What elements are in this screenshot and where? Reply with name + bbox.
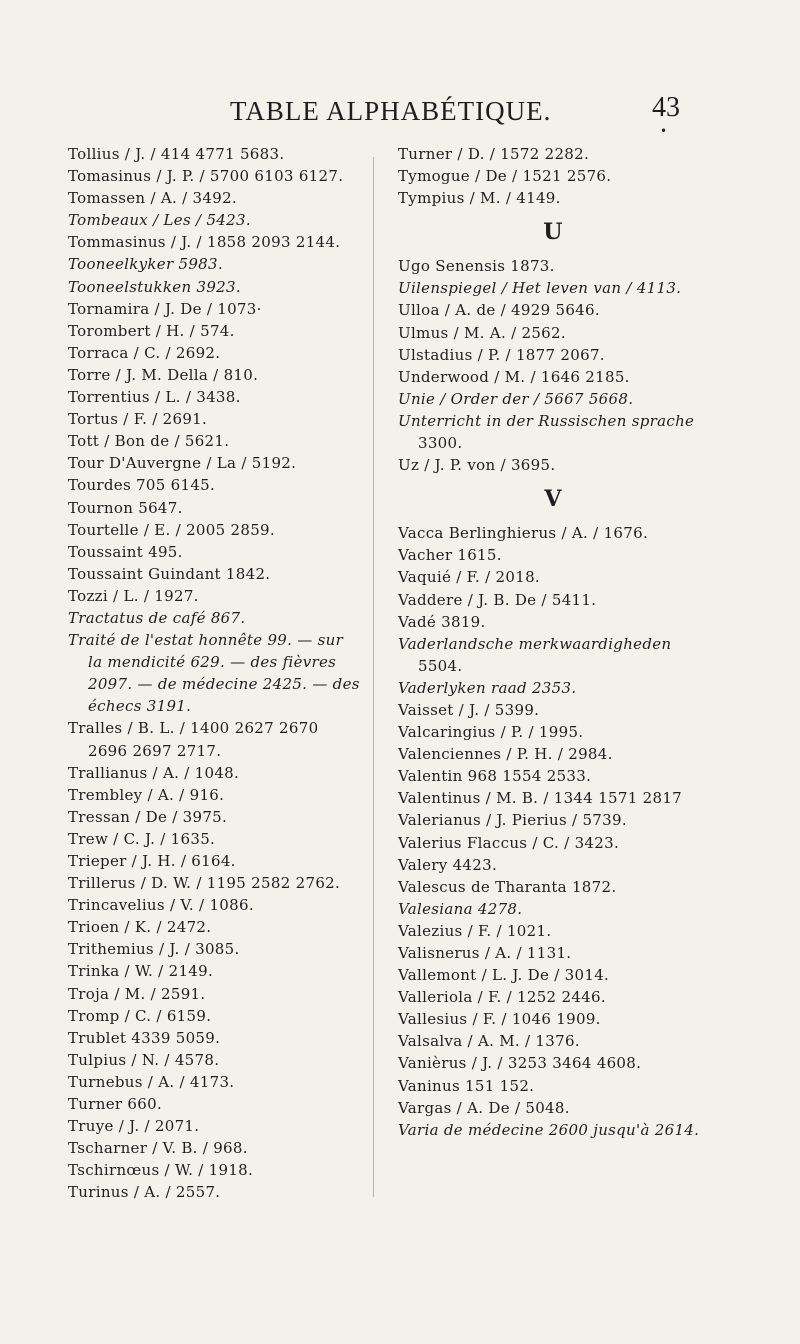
index-entry: Trallianus / A. / 1048. [68,763,240,782]
index-entry-continuation [68,673,360,695]
entry-italic-text: la mendicité 629. — des fièvres [88,653,337,672]
index-entry: Tomasinus / J. P. / 5700 6103 6127. [68,167,344,186]
section-letter-v: V [544,486,562,513]
index-entry: Trinka / W. / 2149. [68,962,214,981]
index-entry: Tollius / J. / 414 4771 5683. [68,145,285,163]
index-entry: Valezius / F. / 1021. [398,921,552,940]
index-entry [68,253,360,275]
index-entry: Tressan / De / 3975. [68,807,228,826]
entry-italic-text: Uilenspiegel / Het leven van / 4113. [398,279,682,298]
index-entry-continuation [68,695,360,717]
index-entry: Tozzi / L. / 1927. [68,586,199,605]
index-entry: Valescus de Tharanta 1872. [398,877,617,896]
index-entry: Tymogue / De / 1521 2576. [398,167,612,186]
entry-italic-text: Tooneelkyker 5983. [68,255,223,274]
index-entry: Underwood / M. / 1646 2185. [398,367,630,386]
index-entry-continuation: 3300. [418,434,463,453]
entry-italic-text: Tooneelstukken 3923. [68,277,241,296]
index-entry: Trithemius / J. / 3085. [68,940,240,959]
index-entry: Valerius Flaccus / C. / 3423. [398,833,620,852]
index-entry [398,410,708,432]
index-entry: Torraca / C. / 2692. [68,343,221,362]
entry-italic-text: Varia de médecine 2600 jusqu'à 2614. [398,1120,700,1139]
entry-italic-text: Valesiana 4278. [398,899,523,918]
index-entry: Ugo Senensis 1873. [398,257,555,276]
index-entry: Vadé 3819. [398,612,486,631]
index-entry: Tromp / C. / 6159. [68,1006,212,1025]
index-entry [68,607,360,629]
index-entry: Tscharner / V. B. / 968. [68,1139,248,1158]
column-divider [373,157,374,1197]
index-entry: Tulpius / N. / 4578. [68,1050,220,1069]
index-entry-continuation: 2696 2697 2717. [88,741,222,760]
index-entry: Valsalva / A. M. / 1376. [398,1032,580,1051]
index-entry: Tournon 5647. [68,498,183,517]
page-header [0,92,800,138]
index-entry: Trieper / J. H. / 6164. [68,852,236,870]
entry-italic-text: Tractatus de café 867. [68,608,246,627]
index-entry: Trublet 4339 5059. [68,1028,221,1047]
index-entry: Torombert / H. / 574. [68,321,235,340]
index-entry: Vargas / A. De / 5048. [398,1098,570,1117]
page-number: 43 [652,92,680,123]
index-entry: Vallesius / F. / 1046 1909. [398,1010,601,1029]
index-entry-continuation [68,651,360,673]
index-entry: Tortus / F. / 2691. [68,410,208,429]
index-entry: Troja / M. / 2591. [68,984,206,1003]
index-entry: Tourtelle / E. / 2005 2859. [68,520,275,539]
index-entry [68,276,360,298]
entry-italic-text: Vaderlyken raad 2353. [398,678,577,697]
index-entry [68,629,360,651]
index-entry: Turinus / A. / 2557. [68,1183,221,1202]
index-entry: Tralles / B. L. / 1400 2627 2670 [68,719,319,738]
index-entry: Torrentius / L. / 3438. [68,388,241,407]
index-entry: Vacher 1615. [398,546,502,565]
section-letter-u: U [543,219,563,246]
index-entry: Tour D'Auvergne / La / 5192. [68,454,297,473]
left-column [68,143,360,1204]
index-entry [68,209,360,231]
index-entry: Valcaringius / P. / 1995. [398,723,584,742]
index-entry: Trembley / A. / 916. [68,785,225,804]
index-entry: Toussaint Guindant 1842. [68,564,271,583]
entry-italic-text: Tombeaux / Les / 5423. [68,211,251,230]
index-entry: Vaddere / J. B. De / 5411. [398,590,597,609]
index-entry: Vallemont / L. J. De / 3014. [398,966,610,985]
index-entry: Valerianus / J. Pierius / 5739. [398,811,627,830]
index-entry: Vanièrus / J. / 3253 3464 4608. [398,1054,642,1073]
index-entry [398,898,708,920]
entry-italic-text: Vaderlandsche merkwaardigheden [398,634,672,653]
index-entry [398,677,708,699]
page-title: TABLE ALPHABÉTIQUE. [230,96,552,126]
index-entry: Tympius / M. / 4149. [398,189,561,208]
index-entry: Valentin 968 1554 2533. [398,767,592,786]
index-entry: Tommasinus / J. / 1858 2093 2144. [68,233,341,252]
right-column [398,143,708,1141]
index-entry [398,277,708,299]
header-dot: • [660,124,668,138]
index-entry [398,388,708,410]
index-entry: Tornamira / J. De / 1073· [68,299,262,318]
index-entry: Valisnerus / A. / 1131. [398,944,572,962]
index-entry: Trioen / K. / 2472. [68,918,212,937]
index-entry: Truye / J. / 2071. [68,1117,200,1136]
index-entry: Trew / C. J. / 1635. [68,829,216,848]
index-entry: Torre / J. M. Della / 810. [68,365,259,384]
index-entry: Turner / D. / 1572 2282. [398,145,590,163]
index-entry [398,1119,708,1141]
index-entry: Valleriola / F. / 1252 2446. [398,988,606,1007]
index-entry: Ulloa / A. de / 4929 5646. [398,301,600,320]
index-entry: Trillerus / D. W. / 1195 2582 2762. [68,874,341,893]
index-entry: Valentinus / M. B. / 1344 1571 2817 [398,789,683,808]
index-entry: Valery 4423. [398,855,498,874]
index-entry: Tourdes 705 6145. [68,476,216,495]
entry-italic-text: échecs 3191. [88,697,192,716]
index-entry: Valenciennes / P. H. / 2984. [398,745,613,764]
entry-italic-text: Unterricht in der Russischen sprache [398,411,695,430]
index-entry [398,633,708,655]
index-entry: Vaisset / J. / 5399. [398,700,540,719]
index-entry: Vaquié / F. / 2018. [398,568,540,587]
index-entry: Uz / J. P. von / 3695. [398,456,556,475]
index-entry: Ulmus / M. A. / 2562. [398,323,566,342]
index-entry: Turnebus / A. / 4173. [68,1072,235,1091]
entry-italic-text: 2097. — de médecine 2425. — des [88,675,360,694]
entry-italic-text: Unie / Order der / 5667 5668. [398,389,634,408]
index-entry: Tott / Bon de / 5621. [68,432,230,451]
index-entry: Tomassen / A. / 3492. [68,189,237,208]
index-entry: Ulstadius / P. / 1877 2067. [398,345,605,364]
index-entry: Trincavelius / V. / 1086. [68,896,254,915]
index-entry: Tschirnœus / W. / 1918. [68,1161,254,1180]
index-entry: Vacca Berlinghierus / A. / 1676. [398,524,649,543]
index-entry: Turner 660. [68,1095,163,1114]
index-entry-continuation: 5504. [418,656,463,675]
index-entry: Vaninus 151 152. [398,1076,535,1095]
index-entry: Toussaint 495. [68,542,183,561]
entry-italic-text: Traité de l'estat honnête 99. — sur [68,631,344,650]
